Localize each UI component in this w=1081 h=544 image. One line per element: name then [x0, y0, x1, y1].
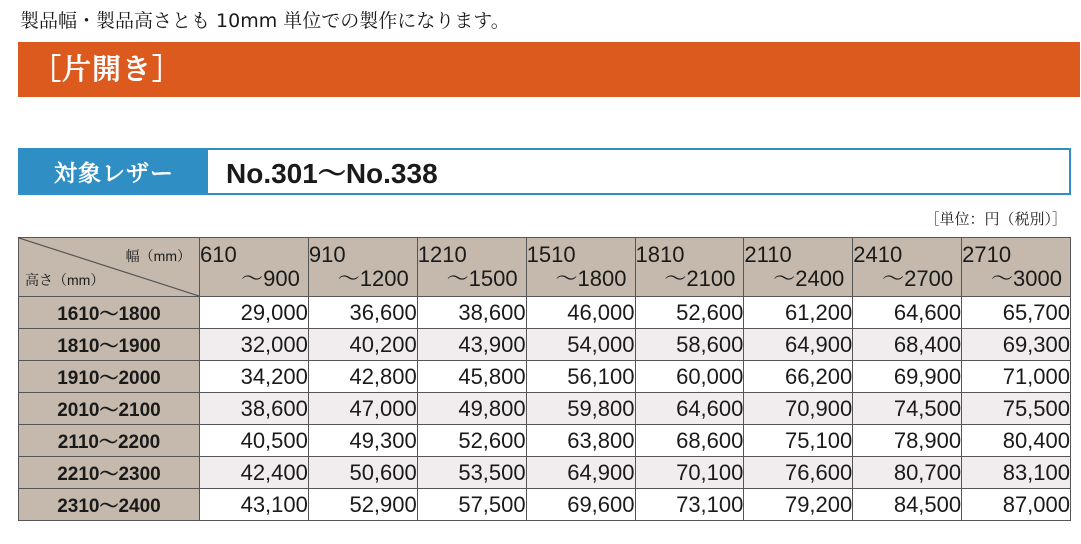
price-cell: 66,200 [744, 361, 853, 393]
price-cell: 69,600 [526, 489, 635, 521]
price-cell: 84,500 [853, 489, 962, 521]
height-range-cell: 1810～1900 [19, 329, 200, 361]
price-cell: 52,600 [417, 425, 526, 457]
price-cell: 43,900 [417, 329, 526, 361]
table-row [19, 457, 1071, 489]
width-range-header [308, 238, 417, 297]
price-cell: 43,100 [200, 489, 309, 521]
height-range-cell: 2110～2200 [19, 425, 200, 457]
price-cell: 38,600 [417, 297, 526, 329]
width-range-from: 2110 [744, 242, 792, 267]
price-cell: 64,900 [526, 457, 635, 489]
price-cell: 60,000 [635, 361, 744, 393]
width-range-from: 1810 [635, 242, 685, 267]
price-cell: 78,900 [853, 425, 962, 457]
height-range-cell: 2010～2100 [19, 393, 200, 425]
price-cell: 75,500 [962, 393, 1071, 425]
header-row [19, 238, 1071, 297]
price-cell: 73,100 [635, 489, 744, 521]
price-cell: 59,800 [526, 393, 635, 425]
price-cell: 49,300 [308, 425, 417, 457]
height-range-cell: 2310～2400 [19, 489, 200, 521]
price-cell: 65,700 [962, 297, 1071, 329]
price-cell: 29,000 [200, 297, 309, 329]
price-cell: 47,000 [308, 393, 417, 425]
price-cell: 40,200 [308, 329, 417, 361]
price-cell: 69,900 [853, 361, 962, 393]
width-range-header [853, 238, 962, 297]
width-range-to: ～1200 [337, 266, 409, 291]
price-cell: 80,700 [853, 457, 962, 489]
price-cell: 52,600 [635, 297, 744, 329]
price-cell: 61,200 [744, 297, 853, 329]
width-range-from: 1510 [526, 242, 576, 267]
price-cell: 42,400 [200, 457, 309, 489]
price-cell: 54,000 [526, 329, 635, 361]
table-row [19, 297, 1071, 329]
section-title: ［片開き］ [32, 52, 183, 86]
table-row [19, 425, 1071, 457]
price-cell: 74,500 [853, 393, 962, 425]
price-cell: 70,100 [635, 457, 744, 489]
price-cell: 70,900 [744, 393, 853, 425]
price-cell: 76,600 [744, 457, 853, 489]
width-range-to: ～2700 [882, 266, 954, 291]
price-cell: 36,600 [308, 297, 417, 329]
price-cell: 68,400 [853, 329, 962, 361]
width-range-to: ～2400 [773, 266, 845, 291]
price-cell: 32,000 [200, 329, 309, 361]
width-range-to: ～900 [241, 266, 300, 291]
price-cell: 49,800 [417, 393, 526, 425]
price-cell: 64,600 [853, 297, 962, 329]
table-row [19, 361, 1071, 393]
price-cell: 63,800 [526, 425, 635, 457]
width-range-to: ～2100 [664, 266, 736, 291]
section-title-band [18, 42, 1080, 97]
price-cell: 80,400 [962, 425, 1071, 457]
price-cell: 46,000 [526, 297, 635, 329]
price-cell: 34,200 [200, 361, 309, 393]
height-range-cell: 1610～1800 [19, 297, 200, 329]
width-range-from: 910 [308, 242, 346, 267]
width-range-to: ～1800 [555, 266, 627, 291]
width-range-from: 610 [200, 242, 237, 267]
price-cell: 71,000 [962, 361, 1071, 393]
price-cell: 83,100 [962, 457, 1071, 489]
width-range-header [962, 238, 1071, 297]
table-row [19, 489, 1071, 521]
width-range-header [635, 238, 744, 297]
price-cell: 64,900 [744, 329, 853, 361]
price-cell: 57,500 [417, 489, 526, 521]
price-cell: 45,800 [417, 361, 526, 393]
height-axis-label: 高さ（mm） [25, 272, 105, 288]
price-table [18, 237, 1071, 521]
target-leather-label: 対象レザー [20, 150, 208, 193]
width-range-to: ～1500 [446, 266, 518, 291]
width-range-header [417, 238, 526, 297]
price-cell: 58,600 [635, 329, 744, 361]
price-cell: 42,800 [308, 361, 417, 393]
target-leather-box [18, 148, 1071, 195]
price-cell: 38,600 [200, 393, 309, 425]
production-note: 製品幅・製品高さとも 10mm 単位での製作になります。 [20, 10, 510, 32]
width-range-to: ～3000 [991, 266, 1062, 291]
price-cell: 52,900 [308, 489, 417, 521]
width-range-header [526, 238, 635, 297]
height-range-cell: 1910～2000 [19, 361, 200, 393]
price-cell: 75,100 [744, 425, 853, 457]
table-row [19, 393, 1071, 425]
height-range-cell: 2210～2300 [19, 457, 200, 489]
price-cell: 79,200 [744, 489, 853, 521]
price-cell: 40,500 [200, 425, 309, 457]
price-cell: 69,300 [962, 329, 1071, 361]
width-range-header [744, 238, 853, 297]
price-cell: 53,500 [417, 457, 526, 489]
price-cell: 56,100 [526, 361, 635, 393]
price-cell: 64,600 [635, 393, 744, 425]
price-cell: 87,000 [962, 489, 1071, 521]
target-leather-value: No.301～No.338 [226, 157, 438, 189]
width-range-from: 2710 [962, 242, 1012, 267]
width-range-from: 1210 [417, 242, 467, 267]
table-row [19, 329, 1071, 361]
width-range-from: 2410 [853, 242, 903, 267]
width-range-header [200, 238, 309, 297]
price-cell: 68,600 [635, 425, 744, 457]
corner-cell [19, 238, 200, 297]
price-cell: 50,600 [308, 457, 417, 489]
width-axis-label: 幅（mm） [125, 248, 191, 264]
unit-note: ［単位：円（税別）］ [924, 210, 1067, 228]
